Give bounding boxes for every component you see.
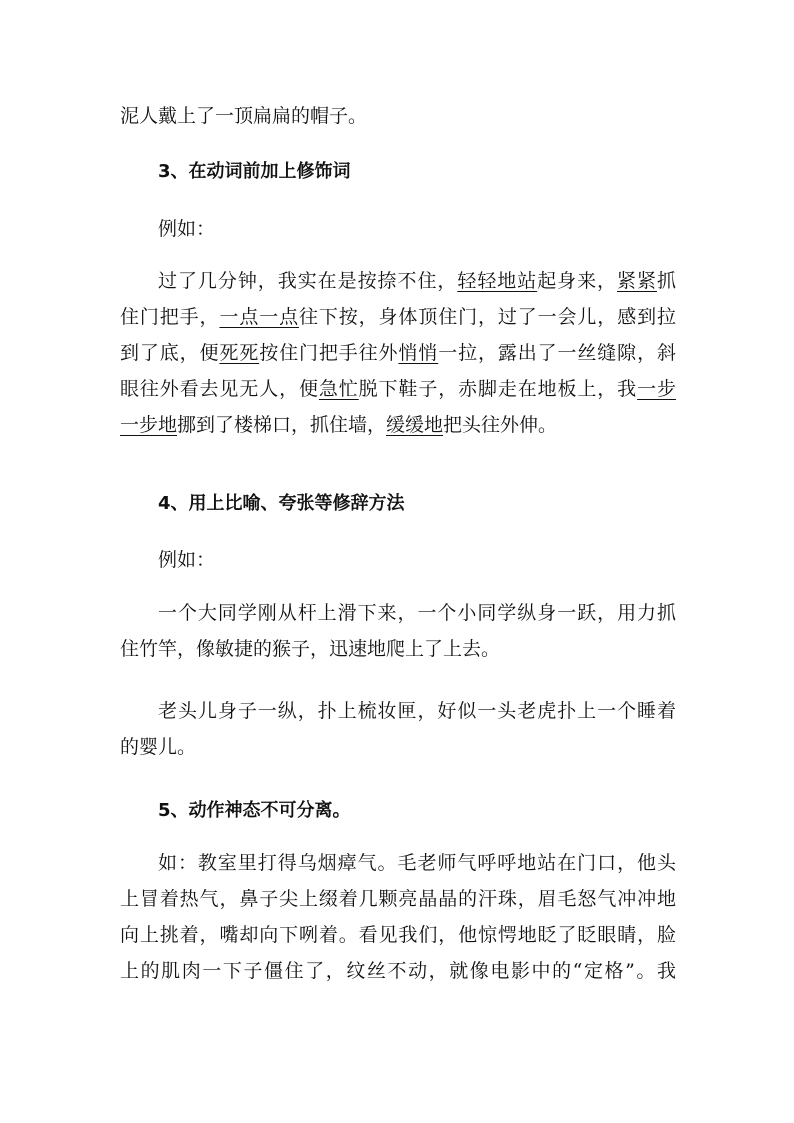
section-heading-5: 5、动作神态不可分离。 — [158, 800, 351, 821]
text-line: 一个大同学刚从杆上滑下来，一个小同学纵身一跃，用力抓 — [158, 602, 676, 624]
text-line: 上的肌肉一下子僵住了，纹丝不动，就像电影中的“定格”。我 — [120, 960, 676, 982]
underlined-modifier: 一点一点 — [219, 306, 299, 328]
underlined-modifier: 紧紧 — [617, 270, 657, 292]
text-line: 到了底，便死死按住门把手往外悄悄一拉，露出了一丝缝隙，斜 — [120, 342, 676, 364]
paragraph-teacher-example — [120, 845, 676, 989]
underlined-modifier: 轻轻地站 — [457, 270, 538, 292]
text-line: 过了几分钟，我实在是按捺不住，轻轻地站起身来，紧紧抓 — [158, 270, 676, 292]
text-line: 泥人戴上了一顶扁扁的帽子。 — [120, 105, 368, 127]
section-heading-4: 4、用上比喻、夸张等修辞方法 — [158, 493, 405, 514]
text-line: 的婴儿。 — [120, 736, 197, 758]
text-line: 如：教室里打得乌烟瘴气。毛老师气呼呼地站在门口，他头 — [158, 852, 676, 874]
text-line: 向上挑着，嘴却向下咧着。看见我们，他惊愕地眨了眨眼睛，脸 — [120, 924, 676, 946]
underlined-modifier: 死死 — [219, 342, 260, 364]
example-label: 例如： — [158, 549, 216, 571]
text-line: 上冒着热气，鼻子尖上缀着几颗亮晶晶的汗珠，眉毛怒气冲冲地 — [120, 888, 676, 910]
underlined-modifier: 一步 — [637, 378, 676, 400]
text-line: 老头儿身子一纵，扑上梳妆匣，好似一头老虎扑上一个睡着 — [158, 700, 676, 722]
text-line: 眼往外看去见无人，便急忙脱下鞋子，赤脚走在地板上，我一步 — [120, 378, 676, 400]
paragraph-continuation — [120, 98, 676, 134]
paragraph-tiger-simile — [120, 693, 676, 765]
underlined-modifier: 急忙 — [318, 378, 359, 400]
paragraph-verb-modifiers — [120, 263, 676, 443]
underlined-modifier: 悄悄 — [398, 342, 439, 364]
text-line: 住门把手，一点一点往下按，身体顶住门，过了一会儿，感到拉 — [120, 306, 676, 328]
text-line: 一步地挪到了楼梯口，抓住墙，缓缓地把头往外伸。 — [120, 414, 558, 436]
paragraph-monkey-simile — [120, 595, 676, 667]
text-line: 住竹竿，像敏捷的猴子，迅速地爬上了上去。 — [120, 638, 501, 660]
example-label: 例如： — [158, 218, 216, 240]
underlined-modifier: 缓缓地 — [386, 414, 444, 436]
section-heading-3: 3、在动词前加上修饰词 — [158, 161, 351, 182]
underlined-modifier: 一步地 — [120, 414, 178, 436]
